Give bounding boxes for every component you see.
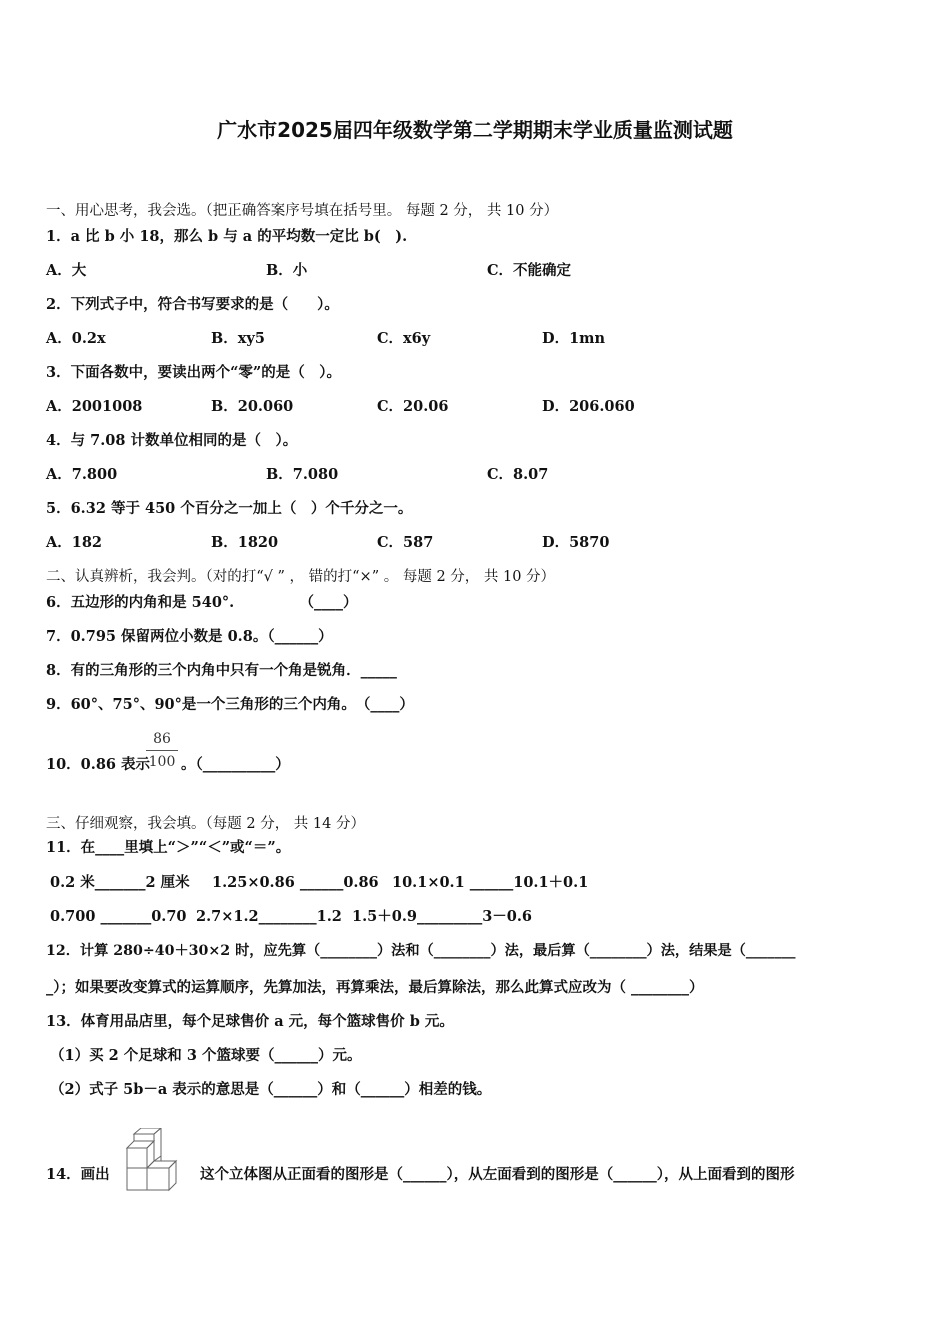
q4-option-c: C．8.07 bbox=[487, 466, 549, 483]
q2-option-b: B．xy5 bbox=[211, 330, 265, 347]
q1-stem: 1．a 比 b 小 18，那么 b 与 a 的平均数一定比 b( ). bbox=[46, 228, 408, 245]
q2-option-a: A．0.2x bbox=[46, 330, 106, 347]
q9: 9．60°、75°、90°是一个三角形的三个内角。 （____） bbox=[46, 696, 414, 713]
q5-option-a: A．182 bbox=[46, 534, 103, 551]
q2-stem: 2．下列式子中，符合书写要求的是（ ）。 bbox=[46, 296, 339, 313]
q13-part2: （2）式子 5b－a 表示的意思是（______）和（______）相差的钱。 bbox=[50, 1081, 492, 1098]
q13-part1: （1）买 2 个足球和 3 个篮球要（______）元。 bbox=[50, 1047, 362, 1064]
q3-option-d: D．206.060 bbox=[542, 398, 635, 415]
q10-fraction bbox=[146, 730, 178, 771]
q11-row1-item1: 0.2 米_______2 厘米 bbox=[50, 874, 190, 891]
q5-option-d: D．5870 bbox=[542, 534, 610, 551]
q13-stem: 13．体育用品店里，每个足球售价 a 元，每个篮球售价 b 元。 bbox=[46, 1013, 454, 1030]
section2-heading: 二、认真辨析，我会判。（对的打“√ ” ， 错的打“×” 。 每题 2 分， 共 10 分） bbox=[46, 569, 556, 585]
page-title: 广水市2025届四年级数学第二学期期末学业质量监测试题 bbox=[217, 118, 733, 142]
q7: 7．0.795 保留两位小数是 0.8。（______） bbox=[46, 628, 333, 645]
q12-line2: _）；如果要改变算式的运算顺序，先算加法，再算乘法，最后算除法，那么此算式应改为（ ________） bbox=[46, 979, 704, 996]
q1-option-b: B．小 bbox=[266, 262, 308, 279]
section1-heading: 一、用心思考，我会选。（把正确答案序号填在括号里。 每题 2 分， 共 10 分） bbox=[46, 203, 559, 219]
q6: 6．五边形的内角和是 540°. （____） bbox=[46, 594, 358, 611]
q11-row2-item3: 1.5＋0.9_________3－0.6 bbox=[352, 908, 533, 925]
q11-row2-item2: 2.7×1.2________1.2 bbox=[196, 908, 342, 925]
q14-text: 这个立体图从正面看的图形是（______），从左面看到的图形是（______），从上面看到的图形 bbox=[200, 1166, 795, 1183]
fraction-denominator: 100 bbox=[148, 754, 176, 770]
q1-option-c: C．不能确定 bbox=[487, 262, 572, 279]
cube-figure-icon bbox=[124, 1128, 186, 1196]
q10-suffix: 。（__________） bbox=[181, 756, 290, 773]
q3-option-a: A．2001008 bbox=[46, 398, 143, 415]
q10-prefix: 10．0.86 表示 bbox=[46, 756, 151, 773]
q3-option-b: B．20.060 bbox=[211, 398, 294, 415]
q5-option-c: C．587 bbox=[377, 534, 434, 551]
q4-option-a: A．7.800 bbox=[46, 466, 118, 483]
fraction-numerator: 86 bbox=[153, 731, 171, 747]
q8: 8．有的三角形的三个内角中只有一个角是锐角．_____ bbox=[46, 662, 397, 679]
q11-row1-item3: 10.1×0.1 ______10.1＋0.1 bbox=[392, 874, 589, 891]
q1-option-a: A．大 bbox=[46, 262, 87, 279]
q14-prefix: 14．画出 bbox=[46, 1166, 110, 1183]
q4-option-b: B．7.080 bbox=[266, 466, 339, 483]
q3-stem: 3．下面各数中，要读出两个“零”的是（ ）。 bbox=[46, 364, 342, 381]
q4-stem: 4．与 7.08 计数单位相同的是（ ）。 bbox=[46, 432, 298, 449]
q3-option-c: C．20.06 bbox=[377, 398, 449, 415]
q5-stem: 5．6.32 等于 450 个百分之一加上（ ）个千分之一。 bbox=[46, 500, 413, 517]
q11-row2-item1: 0.700 _______0.70 bbox=[50, 908, 187, 925]
fraction-bar bbox=[146, 750, 178, 751]
section3-heading: 三、仔细观察，我会填。（每题 2 分， 共 14 分） bbox=[46, 816, 365, 832]
q11-row1-item2: 1.25×0.86 ______0.86 bbox=[212, 874, 379, 891]
q5-option-b: B．1820 bbox=[211, 534, 279, 551]
q11-stem: 11．在____里填上“＞”“＜”或“＝”。 bbox=[46, 839, 291, 856]
q2-option-d: D．1mn bbox=[542, 330, 606, 347]
q12-line1: 12．计算 280÷40＋30×2 时，应先算（________）法和（________）法，最后算（________）法，结果是（_______ bbox=[46, 943, 796, 959]
q2-option-c: C．x6y bbox=[377, 330, 431, 347]
